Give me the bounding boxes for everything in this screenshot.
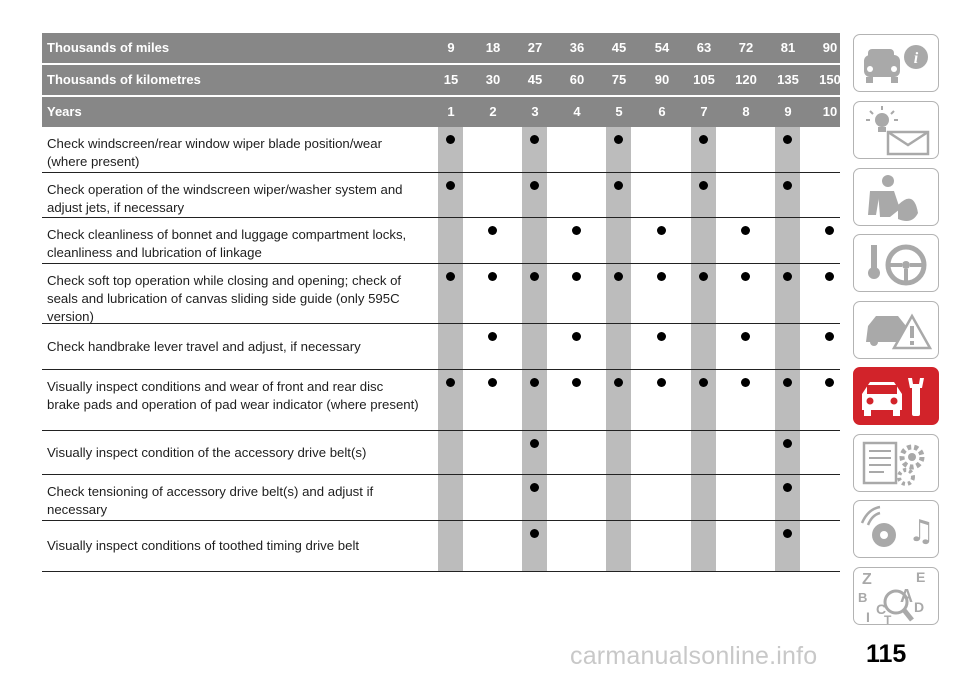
interval-cell [606,127,631,172]
check-dot-icon [614,378,623,387]
table-row [42,218,840,264]
interval-cell [522,264,547,323]
check-dot-icon [825,226,834,235]
interval-cell [564,431,589,474]
header-value: 36 [569,40,585,55]
svg-text:i: i [913,50,919,67]
starting-driving-icon[interactable] [853,234,939,292]
interval-cell [522,173,547,217]
interval-cell [733,173,758,217]
operation-description: Check cleanliness of bonnet and luggage compartment locks, cleanliness and lubrication of linkage [47,227,407,260]
header-value: 15 [443,72,459,87]
table-row [42,127,840,173]
interval-cell [817,218,842,263]
interval-cell [438,264,463,323]
interval-cell [564,370,589,430]
interval-cell [733,521,758,571]
header-value: 18 [485,40,501,55]
header-value: 45 [611,40,627,55]
interval-cell [775,264,800,323]
header-value: 9 [447,40,455,55]
svg-text:T: T [884,613,892,624]
check-dot-icon [614,272,623,281]
svg-text:D: D [914,599,925,615]
interval-cell [438,431,463,474]
check-dot-icon [657,272,666,281]
interval-cell [775,521,800,571]
interval-cell [522,218,547,263]
table-row [42,264,840,324]
interval-cell [733,431,758,474]
interval-cell [817,370,842,430]
interval-cell [438,521,463,571]
table-row [42,431,840,475]
interval-cell [564,264,589,323]
svg-text:A: A [900,586,913,606]
check-dot-icon [699,378,708,387]
header-value: 105 [693,72,715,87]
interval-cell [606,264,631,323]
check-dot-icon [825,332,834,341]
check-dot-icon [446,181,455,190]
interval-cell [733,127,758,172]
svg-text:I: I [866,609,870,624]
interval-cell [606,370,631,430]
check-dot-icon [446,135,455,144]
header-value: 63 [696,40,712,55]
check-dot-icon [530,439,539,448]
interval-cell [817,324,842,369]
table-row [42,521,840,572]
check-dot-icon [572,272,581,281]
header-value: 150 [819,72,841,87]
check-dot-icon [657,226,666,235]
interval-cell [691,173,716,217]
interval-cell [649,324,674,369]
maintenance-schedule-table [42,33,840,572]
header-value: 1 [447,104,455,119]
interval-cell [480,173,505,217]
operation-description: Visually inspect conditions of toothed timing drive belt [47,538,360,553]
interval-cell [606,431,631,474]
interval-cell [775,475,800,520]
interval-cell [606,173,631,217]
header-value: 3 [531,104,539,119]
interval-cell [691,264,716,323]
interval-cell [606,521,631,571]
check-dot-icon [825,272,834,281]
interval-cell [775,173,800,217]
interval-cell [775,218,800,263]
header-value: 90 [654,72,670,87]
interval-cell [649,173,674,217]
check-dot-icon [488,226,497,235]
check-dot-icon [614,135,623,144]
header-value: 8 [742,104,750,119]
check-dot-icon [741,226,750,235]
interval-cell [522,521,547,571]
header-value: 45 [527,72,543,87]
interval-cell [438,370,463,430]
svg-text:Z: Z [862,571,872,588]
check-dot-icon [741,332,750,341]
interval-cell [564,218,589,263]
check-dot-icon [446,378,455,387]
header-value: 81 [780,40,796,55]
header-label: Years [47,104,82,119]
svg-text:B: B [858,590,868,605]
check-dot-icon [614,181,623,190]
check-dot-icon [530,529,539,538]
header-row [42,33,840,63]
interval-cell [691,521,716,571]
interval-cell [564,173,589,217]
operation-description: Check soft top operation while closing and opening; check of seals and lubrication of canvas sliding side guide (only 595C version) [47,273,402,324]
interval-cell [817,264,842,323]
header-label: Thousands of miles [47,40,170,55]
interval-cell [817,475,842,520]
header-value: 120 [735,72,757,87]
interval-cell [522,127,547,172]
check-dot-icon [783,529,792,538]
check-dot-icon [657,332,666,341]
interval-cell [691,324,716,369]
interval-cell [775,127,800,172]
interval-cell [649,218,674,263]
interval-cell [522,324,547,369]
check-dot-icon [741,272,750,281]
page-number: 115 [866,640,907,668]
operation-description: Check handbrake lever travel and adjust, if necessary [47,338,361,354]
interval-cell [775,431,800,474]
interval-cell [480,521,505,571]
svg-text:C: C [876,601,887,617]
check-dot-icon [530,483,539,492]
interval-cell [733,218,758,263]
interval-cell [480,324,505,369]
interval-cell [733,475,758,520]
header-value: 5 [615,104,623,119]
check-dot-icon [446,272,455,281]
interval-cell [480,264,505,323]
index-icon[interactable] [853,567,939,625]
header-value: 72 [738,40,754,55]
interval-cell [691,431,716,474]
check-dot-icon [783,135,792,144]
header-value: 7 [700,104,708,119]
interval-cell [649,264,674,323]
operation-description: Visually inspect conditions and wear of front and rear disc brake pads and operation of pad wear indicator (where present) [47,379,419,412]
interval-cell [606,475,631,520]
header-label: Thousands of kilometres [47,72,201,87]
table-row [42,324,840,370]
car-info-icon[interactable] [853,34,939,92]
operation-description: Check tensioning of accessory drive belt(s) and adjust if necessary [47,484,374,517]
check-dot-icon [783,439,792,448]
operation-description: Check operation of the windscreen wiper/washer system and adjust jets, if necessary [47,182,403,215]
interval-cell [564,521,589,571]
interval-cell [817,431,842,474]
check-dot-icon [530,181,539,190]
watermark: carmanualsonline.info [570,642,818,670]
interval-cell [438,127,463,172]
interval-cell [606,218,631,263]
interval-cell [438,218,463,263]
car-maintenance-icon[interactable] [853,367,939,425]
table-row [42,370,840,431]
check-dot-icon [572,332,581,341]
operation-description: Visually inspect condition of the accessory drive belt(s) [47,444,367,460]
check-dot-icon [572,226,581,235]
interval-cell [775,370,800,430]
interval-cell [649,475,674,520]
interval-cell [522,475,547,520]
check-dot-icon [488,378,497,387]
check-dot-icon [699,181,708,190]
interval-cell [480,127,505,172]
interval-cell [817,127,842,172]
interval-cell [691,475,716,520]
table-row [42,173,840,218]
interval-cell [649,521,674,571]
interval-cell [691,127,716,172]
interval-cell [480,431,505,474]
check-dot-icon [530,135,539,144]
header-value: 90 [822,40,838,55]
interval-cell [775,324,800,369]
interval-cell [438,475,463,520]
check-dot-icon [783,378,792,387]
operation-description: Check windscreen/rear window wiper blade position/wear (where present) [47,136,382,169]
header-value: 60 [569,72,585,87]
interval-cell [522,370,547,430]
warning-lights-icon[interactable] [853,101,939,159]
check-dot-icon [488,272,497,281]
check-dot-icon [572,378,581,387]
header-value: 27 [527,40,543,55]
interval-cell [438,324,463,369]
header-value: 10 [822,104,838,119]
interval-cell [649,127,674,172]
check-dot-icon [699,272,708,281]
header-value: 75 [611,72,627,87]
interval-cell [480,475,505,520]
header-value: 9 [784,104,792,119]
interval-cell [438,173,463,217]
header-value: 2 [489,104,497,119]
check-dot-icon [488,332,497,341]
interval-cell [733,324,758,369]
interval-cell [606,324,631,369]
check-dot-icon [783,181,792,190]
check-dot-icon [699,135,708,144]
header-row [42,65,840,95]
interval-cell [480,218,505,263]
svg-text:E: E [916,569,926,585]
interval-cell [649,431,674,474]
check-dot-icon [783,483,792,492]
header-value: 54 [654,40,670,55]
technical-data-icon[interactable] [853,434,939,492]
check-dot-icon [657,378,666,387]
interval-cell [733,264,758,323]
check-dot-icon [741,378,750,387]
interval-cell [817,173,842,217]
header-value: 6 [658,104,666,119]
interval-cell [691,218,716,263]
interval-cell [649,370,674,430]
safety-icon[interactable] [853,168,939,226]
interval-cell [733,370,758,430]
emergency-icon[interactable] [853,301,939,359]
header-value: 30 [485,72,501,87]
table-row [42,475,840,521]
header-value: 135 [777,72,799,87]
header-row [42,97,840,127]
interval-cell [817,521,842,571]
check-dot-icon [530,378,539,387]
multimedia-icon[interactable] [853,500,939,558]
interval-cell [480,370,505,430]
interval-cell [564,127,589,172]
interval-cell [522,431,547,474]
check-dot-icon [530,272,539,281]
check-dot-icon [825,378,834,387]
interval-cell [564,324,589,369]
interval-cell [691,370,716,430]
header-value: 4 [573,104,581,119]
check-dot-icon [783,272,792,281]
svg-text:♫: ♫ [908,514,935,549]
interval-cell [564,475,589,520]
